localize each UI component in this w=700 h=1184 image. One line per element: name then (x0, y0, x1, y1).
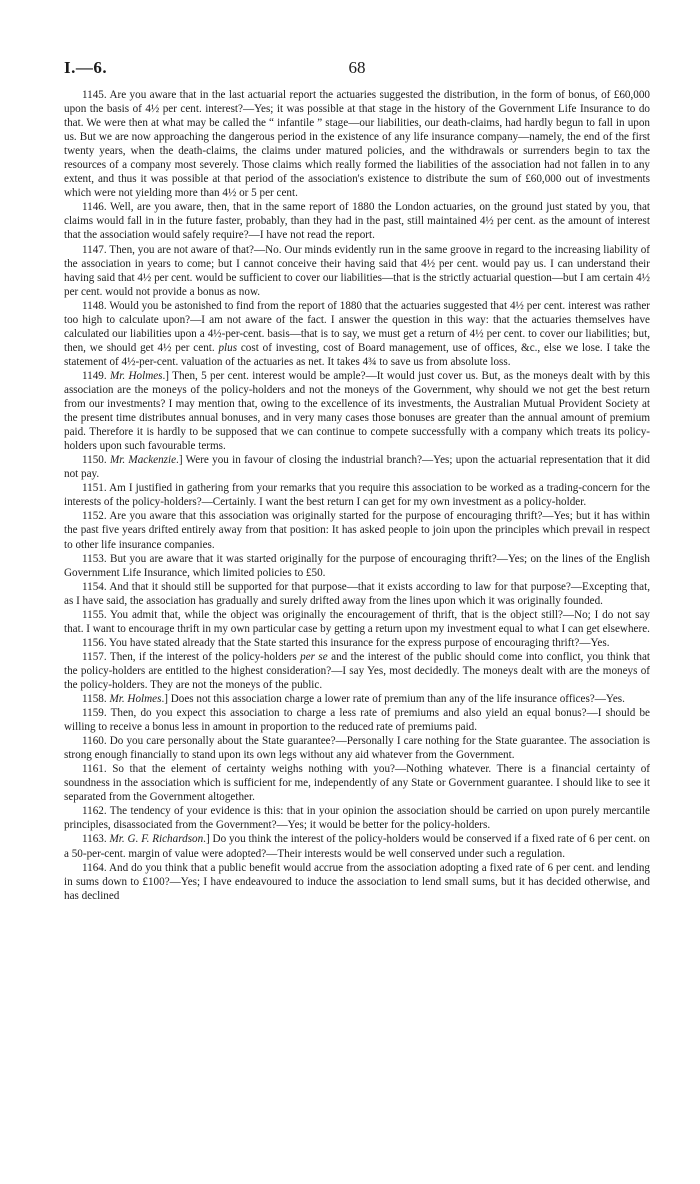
evidence-paragraph (64, 509, 650, 551)
evidence-paragraph (64, 734, 650, 762)
italic-text: Mr. Holmes (109, 369, 163, 382)
paragraph-text: 1146. Well, are you aware, then, that in the same report of 1880 the London actuaries, on the ground just stated by you, that claims would fall in in the future faster, probably, than they had in the past, still maintained 4½ per cent. as the amount of interest that the association would safely require?—I have not read the report. (64, 201, 650, 242)
paragraph-text: 1159. Then, do you expect this association to charge a less rate of premiums and also yield an equal bonus?—I should be willing to receive a bonus less in amount in proportion to the reduced rate of premiums paid. (64, 707, 650, 734)
paragraph-text: 1158. (82, 693, 110, 706)
evidence-paragraph (64, 861, 650, 903)
paragraph-text: 1151. Am I justified in gathering from your remarks that you require this association to be worked as a trading-concern for the interests of the policy-holders?—Certainly. I want the best return I can get for my own investment as a policy-holder. (64, 482, 650, 509)
evidence-paragraph (64, 832, 650, 860)
paragraph-text: 1148. Would you be astonished to find from the report of 1880 that the actuaries suggested that 4½ per cent. interest was rather too high to calculate upon?—I am not aware of the fact. I answer the question in this way: that the actuaries themselves have calculated our liabilities upon a 4½-per-cent. basis—that is to say, we must get a return of 4½ per cent. to cover our liabilities; but, then, we should get 4½ per cent. (64, 299, 650, 354)
paragraph-text: 1145. Are you aware that in the last actuarial report the actuaries suggested the distribution, in the form of bonus, of £60,000 upon the basis of 4½ per cent. interest?—Yes; it was possible at that stage in the history of the Government Life Insurance to do that. We were then at what may be called the “ infantile ” stage—our liabilities, our death-claims, had hardly begun to fall in upon us. But we are now approaching the dangerous period in the existence of any life insurance company—namely, the end of the first twenty years, when the death-claims, the claims under matured policies, and the withdrawals or surrenders begin to tax the resources of a company most severely. Those claims which really formed the liabilities of the association had not fallen in to any extent, and thus it was possible at that period of the association's existence to distribute the sum of £60,000 out of investments which were not yielding more than 4½ or 5 per cent. (64, 89, 650, 200)
evidence-paragraph (64, 243, 650, 299)
evidence-paragraph (64, 552, 650, 580)
italic-text: per se (300, 650, 328, 663)
evidence-paragraph (64, 636, 650, 650)
evidence-paragraph (64, 692, 650, 706)
paragraph-text: 1161. So that the element of certainty weighs nothing with you?—Nothing whatever. There is a financial certainty of soundness in the association which is sufficient for me, independently of any State or Government guarantee. I should like to see it separated from the Government altogether. (64, 763, 650, 804)
evidence-paragraph (64, 88, 650, 200)
paragraph-text: 1153. But you are aware that it was started originally for the purpose of encouraging thrift?—Yes; on the lines of the English Government Life Insurance, which limited policies to £50. (64, 552, 650, 579)
evidence-paragraph (64, 299, 650, 369)
paragraph-text: 1157. Then, if the interest of the policy-holders (82, 650, 301, 663)
paragraph-text: 1154. And that it should still be supported for that purpose—that it exists according to law for that purpose?—Excepting that, as I have said, the association has gradually and surely drifted away from the lines upon which it was originally founded. (64, 580, 650, 607)
paragraph-text: cost of investing, cost of Board management, use of offices, &c., else we lose. I take the statement of 4½-per-cent. valuation of the actuaries as net. It takes 4¾ to save us from absolute loss. (64, 341, 650, 368)
evidence-paragraph (64, 706, 650, 734)
evidence-paragraph (64, 804, 650, 832)
paragraph-text: 1152. Are you aware that this association was originally started for the purpose of encouraging thrift?—Yes; but it has within the past five years drifted entirely away from that position: It has asked people to join upon the principles which prevail in respect to other life insurance companies. (64, 510, 650, 551)
paragraph-text: 1162. The tendency of your evidence is this: that in your opinion the association should be carried on upon purely mercantile principles, disassociated from the Government?—Yes; it would be better for the policy-holders. (64, 805, 650, 832)
evidence-paragraph (64, 369, 650, 453)
document-reference: I.—6. (64, 58, 108, 77)
paragraph-text: 1155. You admit that, while the object was originally the encouragement of thrift, that is the object still?—No; I do not say that. I want to encourage thrift in my own particular case by getting a return upon my investment equal to what I can get elsewhere. (64, 608, 650, 635)
paragraph-text: .] Then, 5 per cent. interest would be ample?—It would just cover us. But, as the moneys dealt with by this association are the moneys of the policy-holders and not the moneys of the Government, why should we not get the best return from our investments? I may mention that, owing to the excellence of its investments, the Australian Mutual Provident Society at the present time distributes annual bonuses, and in very many cases those bonuses are greater than the annual amount of premium paid. Therefore it is hardly to be supposed that we can continue to compete successfully with a company which treats its policy-holders upon such favourable terms. (64, 369, 650, 453)
evidence-paragraph (64, 200, 650, 242)
evidence-paragraph (64, 608, 650, 636)
italic-text: Mr. Mackenzie (109, 454, 177, 467)
paragraph-text: .] Were you in favour of closing the industrial branch?—Yes; upon the actuarial representation that it did not pay. (64, 454, 650, 481)
page-header (64, 58, 650, 80)
italic-text: Mr. G. F. Richardson (109, 833, 204, 846)
paragraph-text: 1163. (82, 833, 110, 846)
paragraph-text: and the interest of the public should come into conflict, you think that the policy-holders are entitled to the highest consideration?—I say Yes, most decidedly. The moneys dealt with are the moneys of the policy-holders. They are not the moneys of the public. (64, 650, 650, 691)
page-number: 68 (348, 58, 366, 77)
paragraph-text: 1164. And do you think that a public benefit would accrue from the association adopting a fixed rate of 6 per cent. and lending in sums down to £100?—Yes; I have endeavoured to induce the association to lend small sums, but it has decided otherwise, and has declined (64, 861, 650, 902)
evidence-paragraph (64, 453, 650, 481)
evidence-paragraph (64, 650, 650, 692)
paragraph-text: 1149. (82, 369, 110, 382)
paragraph-text: .] Does not this association charge a lower rate of premium than any of the life insurance offices?—Yes. (161, 693, 625, 706)
paragraph-text: 1156. You have stated already that the State started this insurance for the express purpose of encouraging thrift?—Yes. (82, 636, 610, 649)
paragraph-text: 1160. Do you care personally about the State guarantee?—Personally I care nothing for the State guarantee. The association is strong enough financially to stand upon its own legs without any aid whatever from the Government. (64, 735, 650, 762)
evidence-paragraph (64, 762, 650, 804)
paragraph-text: .] Do you think the interest of the policy-holders would be conserved if a fixed rate of 6 per cent. on a 50-per-cent. margin of value were adopted?—Their interests would be well conserved under such a regulation. (64, 833, 650, 860)
evidence-paragraph (64, 580, 650, 608)
evidence-text (64, 88, 650, 1173)
italic-text: Mr. Holmes (109, 693, 162, 706)
paragraph-text: 1147. Then, you are not aware of that?—No. Our minds evidently run in the same groove in regard to the increasing liability of the association in years to come; but I cannot conceive their having said that 4½ per cent. would pay us. I can understand their having said that 4½ per cent. would be sufficient to cover our liabilities—that is the strictly actuarial question—but I am certain 4½ per cent. would not provide a bonus as now. (64, 243, 650, 298)
paragraph-text: 1150. (82, 454, 110, 467)
italic-text: plus (218, 341, 238, 354)
evidence-paragraph (64, 481, 650, 509)
